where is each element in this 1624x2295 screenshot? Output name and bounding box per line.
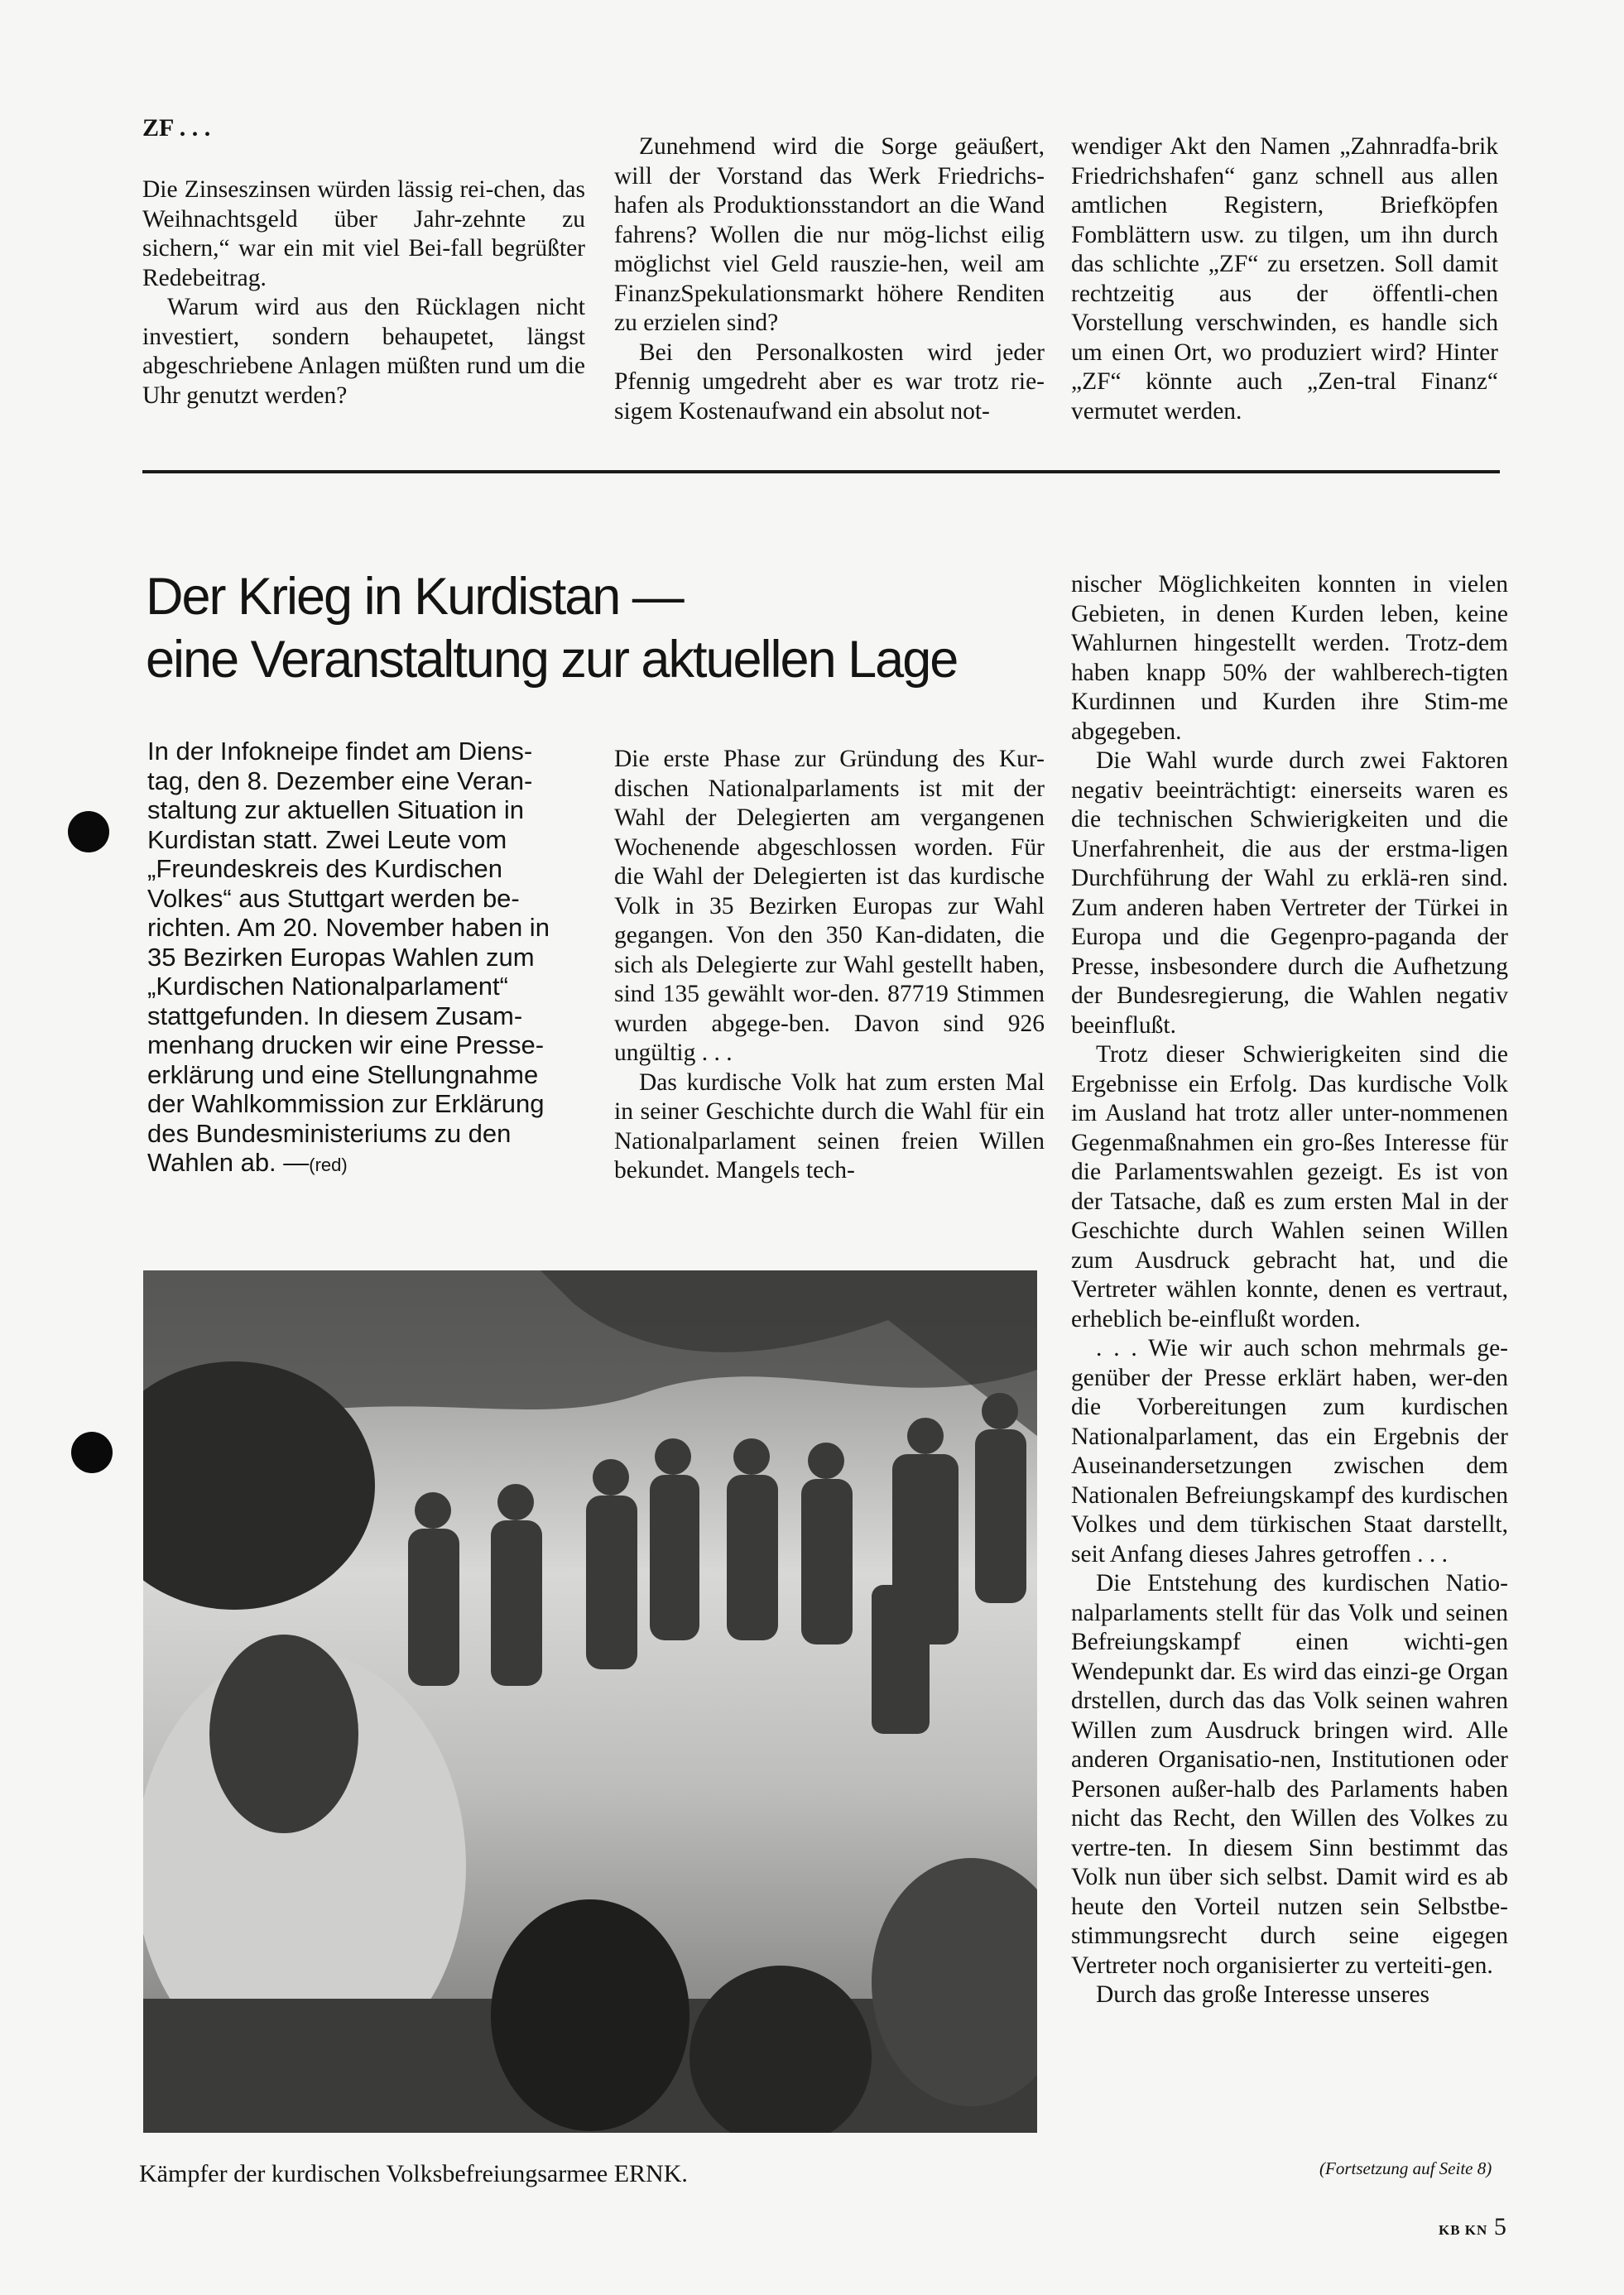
paragraph: Trotz dieser Schwierigkeiten sind die Ergebnisse ein Erfolg. Das kurdische Volk im Ausland hat trotz aller unter-nommenen Gegenmaßnahmen ein gro-ßes Interesse für die Parlamentswahlen gezeigt. Es ist von der Tatsache, daß es zum ersten Mal in der Geschichte durch Wahlen seinen Willen zum Ausdruck gebracht hat, und die Vertreter wählen konnte, denen es vertraut, erheblich be-einflußt worden. — [1071, 1041, 1508, 1332]
headline-line-1: Der Krieg in Kurdistan — — [146, 568, 683, 626]
article-intro — [147, 737, 561, 1180]
publication-abbrev: KB KN — [1439, 2222, 1488, 2238]
paragraph: Die Entstehung des kurdischen Natio-nalparlaments stellt für das Volk und seinen Befreiungskampf einen wichti-gen Wendepunkt dar. Es wird das einzi-ge Organ drstellen, durch das das Volk seinen wahren Willen zum Ausdruck bringen wird. Alle anderen Organisatio-nen, Institutionen oder Personen außer-halb des Parlaments haben nicht das Recht, den Willen des Volkes zu vertre-ten. In diesem Sinn bestimmt das Volk nun über sich selbst. Damit wird es ab heute den Vorteil nutzen sein Selbstbe-stimmungsrecht durch seine eigegen Vertreter noch organisierter zu verteiti-gen. — [1071, 1570, 1508, 1979]
paragraph: . . . Wie wir auch schon mehrmals ge-genüber der Presse erklärt haben, wer-den die Vorbereitungen zum kurdischen Nationalparlament, das ein Ergebnis der Auseinandersetzungen zwischen dem Nationalen Befreiungskampf des kurdischen Volkes und dem türkischen Staat darstellt, seit Anfang dieses Jahres getroffen . . . — [1071, 1335, 1508, 1568]
top-column-1 — [142, 175, 585, 411]
page-footer — [1439, 2213, 1506, 2241]
top-column-3 — [1071, 132, 1498, 426]
paragraph: Warum wird aus den Rücklagen nicht investiert, sondern behaupetet, längst abgeschriebene Anlagen müßten rund um die Uhr genutzt werden? — [142, 294, 585, 409]
punch-hole-bottom — [71, 1432, 113, 1473]
photo-caption: Kämpfer der kurdischen Volksbefreiungsarmee ERNK. — [139, 2160, 688, 2187]
section-label: ZF . . . — [142, 114, 211, 142]
paragraph: Zunehmend wird die Sorge geäußert, will der Vorstand das Werk Friedrichs-hafen als Produktionsstandort an die Wand fahrens? Wollen die nur mög-lichst eilig möglichst viel Geld rauszie-hen, weil am FinanzSpekulationsmarkt höhere Renditen zu erzielen sind? — [614, 133, 1045, 336]
paragraph: wendiger Akt den Namen „Zahnradfa-brik Friedrichshafen“ ganz schnell aus allen amtlichen Registern, Briefköpfen Fomblättern usw. zu tilgen, um ihn durch das schlichte „ZF“ zu ersetzen. Soll damit rechtzeitig aus der öffentli-chen Vorstellung verschwinden, es handle sich um einen Ort, wo produziert wird? Hinter „ZF“ könnte auch „Zen-tral Finanz“ vermutet werden. — [1071, 133, 1498, 425]
news-photo — [143, 1270, 1037, 2133]
paragraph: nischer Möglichkeiten konnten in vielen Gebieten, in denen Kurden leben, keine Wahlurnen hingestellt werden. Trotz-dem haben knapp 50% der wahlberech-tigten Kurdinnen und Kurden ihre Stim-me abgegeben. — [1071, 571, 1508, 745]
article-column-2 — [614, 745, 1045, 1186]
page-number: 5 — [1493, 2213, 1506, 2240]
headline-line-2: eine Veranstaltung zur aktuellen Lage — [146, 631, 958, 689]
paragraph: Das kurdische Volk hat zum ersten Mal in seiner Geschichte durch die Wahl für ein Nationalparlament seinen freien Willen bekundet. Mangels tech- — [614, 1068, 1045, 1184]
intro-text: In der Infokneipe findet am Diens-tag, den 8. Dezember eine Veran-staltung zur aktuellen Situation in Kurdistan statt. Zwei Leute vom „Freundeskreis des Kurdischen Volkes“ aus Stuttgart werden be-richten. Am 20. November haben in 35 Bezirken Europas Wahlen zum „Kurdischen Nationalparlament“ stattgefunden. In diesem Zusam-menhang drucken wir eine Presse-erklärung und eine Stellungnahme der Wahlkommission zur Erklärung des Bundesministeriums zu den Wahlen ab. — — [147, 737, 550, 1177]
punch-hole-top — [68, 811, 109, 852]
continuation-note: (Fortsetzung auf Seite 8) — [1319, 2158, 1492, 2178]
paragraph: Die Zinseszinsen würden lässig rei-chen, das Weihnachtsgeld über Jahr-zehnte zu sichern,“ war ein mit viel Bei-fall begrüßter Redebeitrag. — [142, 176, 585, 291]
top-column-2 — [614, 132, 1045, 426]
paragraph: Bei den Personalkosten wird jeder Pfennig umgedreht aber es war trotz rie-sigem Kostenaufwand ein absolut not- — [614, 338, 1045, 425]
section-divider — [142, 470, 1500, 473]
paragraph: Die Wahl wurde durch zwei Faktoren negativ beeinträchtigt: einerseits waren es die technischen Schwierigkeiten und die Unerfahrenheit, die aus der erstma-ligen Durchführung der Wahl zu erklä-ren sind. Zum anderen haben Vertreter der Türkei in Europa und die Gegenpro-paganda der Presse, insbesondere durch die Aufhetzung der Bundesregierung, die Wahlen negativ beeinflußt. — [1071, 747, 1508, 1039]
photo-fighters-illustration — [143, 1270, 1037, 2133]
article-headline — [146, 565, 1040, 691]
article-column-3 — [1071, 570, 1508, 2010]
intro-signature: (red) — [309, 1155, 348, 1175]
paragraph: Durch das große Interesse unseres — [1096, 1981, 1430, 2008]
paragraph: Die erste Phase zur Gründung des Kur-dischen Nationalparlaments ist mit der Wahl der Delegierten am vergangenen Wochenende abgeschlossen worden. Für die Wahl der Delegierten ist das kurdische Volk in 35 Bezirken Europas zur Wahl gegangen. Von den 350 Kan-didaten, die sich als Delegierte zur Wahl gestellt haben, sind 135 gewählt wor-den. 87719 Stimmen wurden abgege-ben. Davon sind 926 ungültig . . . — [614, 746, 1045, 1066]
